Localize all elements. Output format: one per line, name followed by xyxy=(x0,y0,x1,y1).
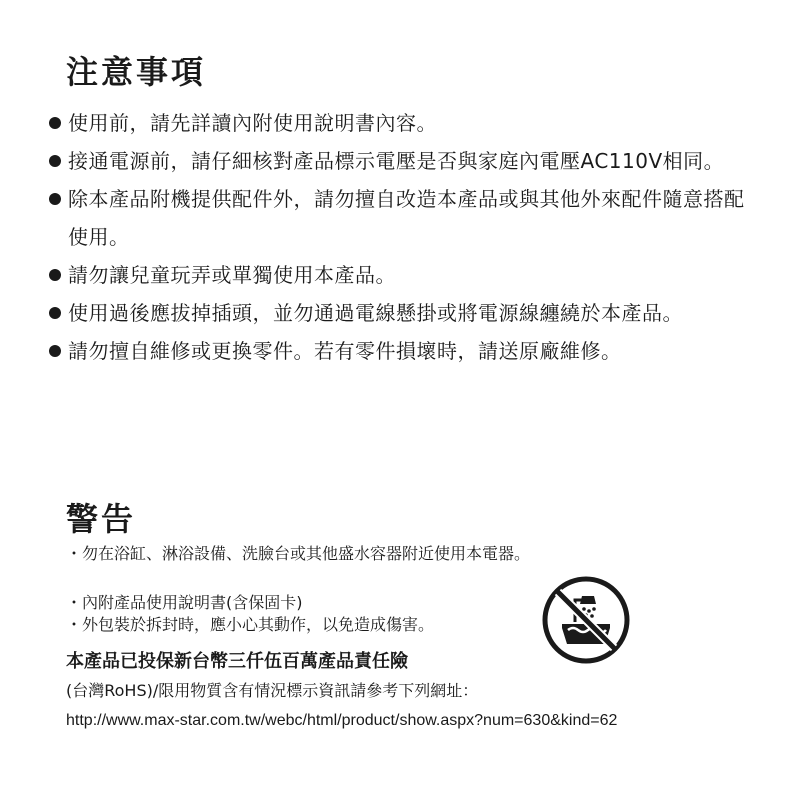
rohs-url-link[interactable]: http://www.max-star.com.tw/webc/html/product/show.aspx?num=630&kind=62 xyxy=(66,712,618,729)
warning-water-line: ・勿在浴缸、淋浴設備、洗臉台或其他盛水容器附近使用本電器。 xyxy=(66,544,531,563)
note-item xyxy=(48,180,748,256)
note-text: 除本產品附機提供配件外，請勿擅自改造本產品或與其他外來配件隨意搭配使用。 xyxy=(68,187,745,249)
warning-unpack-line: ・外包裝於拆封時，應小心其動作，以免造成傷害。 xyxy=(66,615,435,634)
bullet-icon xyxy=(49,345,61,357)
notes-title: 注意事項 xyxy=(66,53,207,91)
bullet-icon xyxy=(49,193,61,205)
rohs-statement: (台灣RoHS)/限用物質含有情況標示資訊請參考下列網址： xyxy=(66,681,479,700)
no-water-bathtub-icon xyxy=(540,574,632,666)
note-item xyxy=(48,142,748,180)
note-text: 請勿讓兒童玩弄或單獨使用本產品。 xyxy=(68,263,396,287)
note-item xyxy=(48,104,748,142)
note-item xyxy=(48,332,748,370)
note-item xyxy=(48,294,748,332)
bullet-icon xyxy=(49,307,61,319)
insurance-statement: 本產品已投保新台幣三仟伍百萬產品責任險 xyxy=(66,651,408,672)
bullet-icon xyxy=(49,117,61,129)
bullet-icon xyxy=(49,155,61,167)
note-text: 請勿擅自維修或更換零件。若有零件損壞時，請送原廠維修。 xyxy=(68,339,622,363)
warning-title: 警告 xyxy=(66,500,137,538)
warning-manual-line: ・內附產品使用說明書(含保固卡) xyxy=(66,593,303,612)
note-text: 使用前，請先詳讀內附使用說明書內容。 xyxy=(68,111,437,135)
notes-list xyxy=(48,104,748,370)
note-item xyxy=(48,256,748,294)
note-text: 接通電源前，請仔細核對產品標示電壓是否與家庭內電壓AC110V相同。 xyxy=(68,149,725,173)
bullet-icon xyxy=(49,269,61,281)
note-text: 使用過後應拔掉插頭，並勿通過電線懸掛或將電源線纏繞於本產品。 xyxy=(68,301,683,325)
